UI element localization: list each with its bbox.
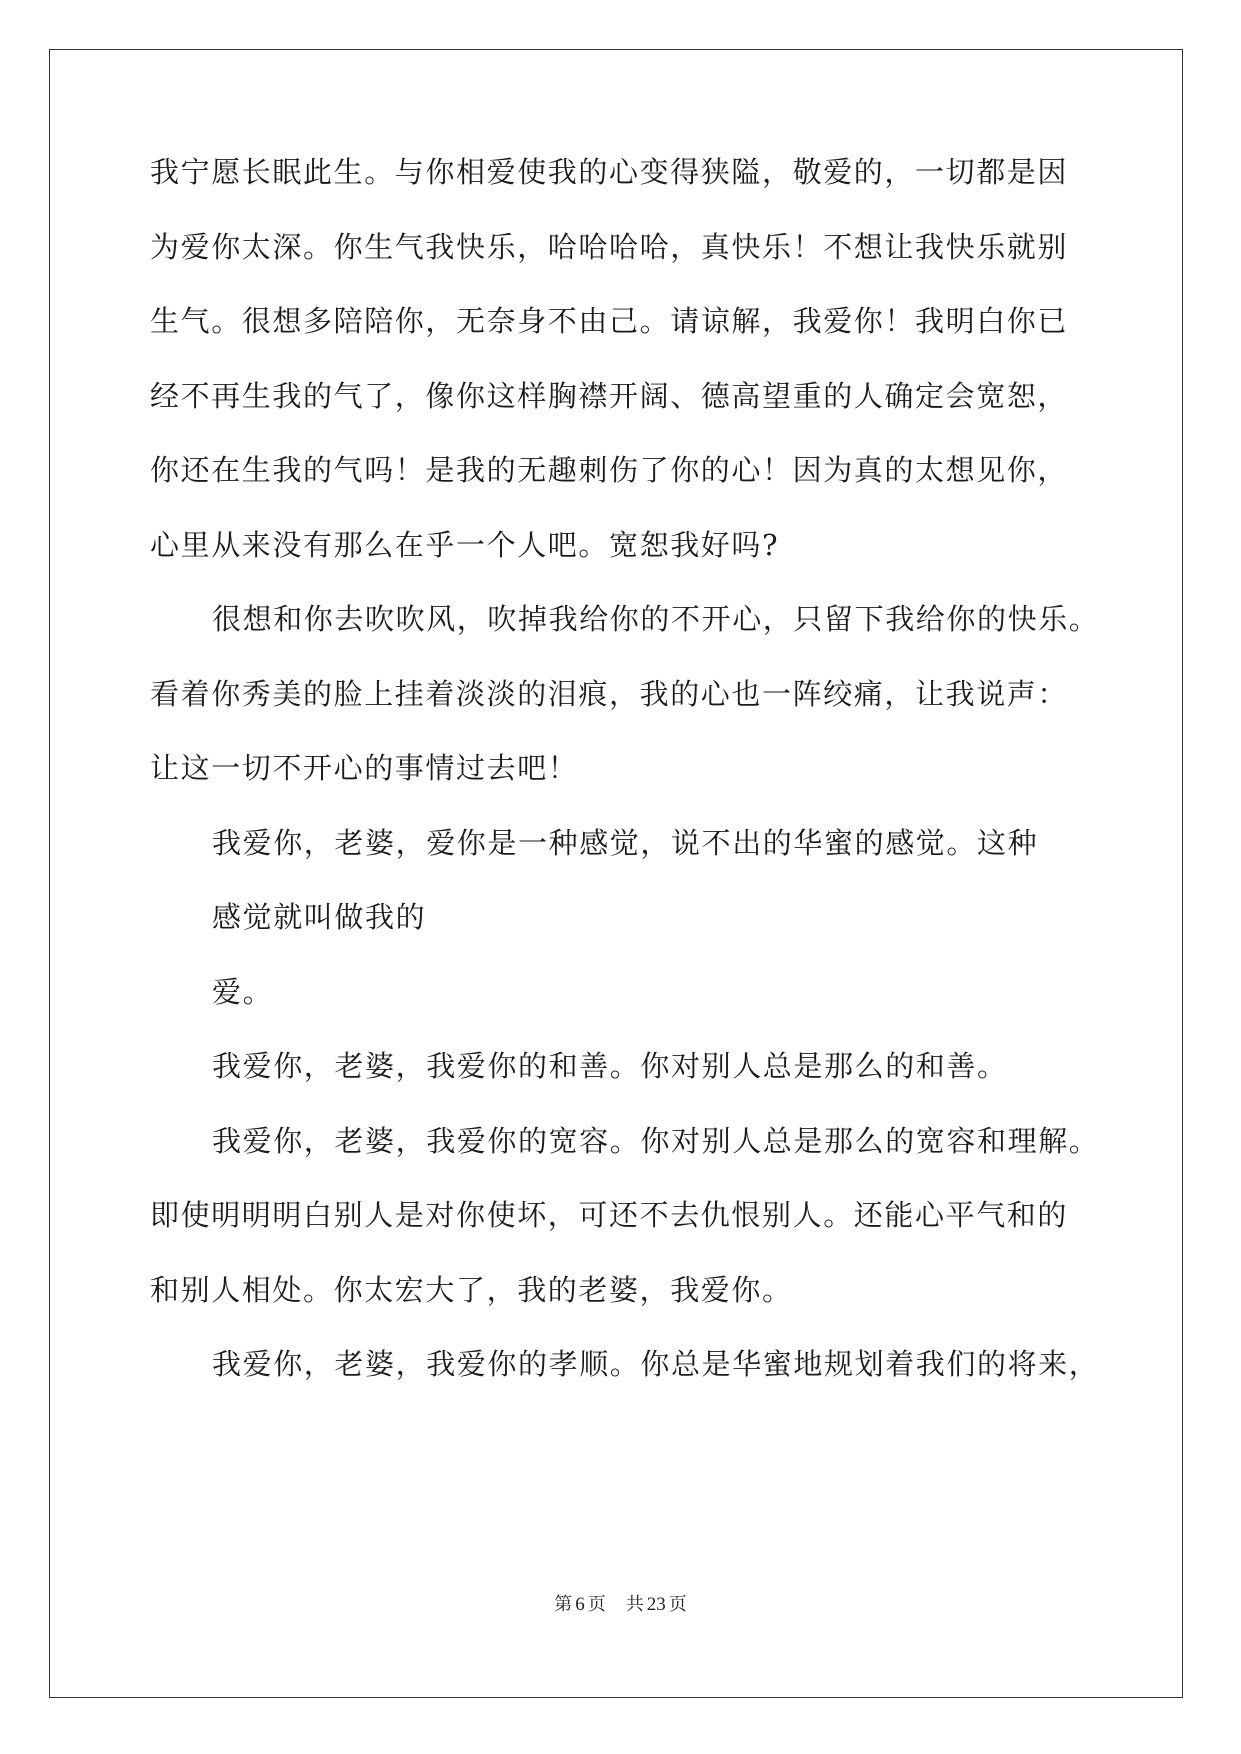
page-suffix: 页 [587, 1594, 606, 1614]
page-prefix: 第 [554, 1594, 573, 1614]
text-line: 我爱你，老婆，爱你是一种感觉，说不出的华蜜的感觉。这种 [212, 826, 1039, 860]
text-line: 让这一切不开心的事情过去吧！ [150, 751, 579, 785]
text-line: 我宁愿长眠此生。与你相爱使我的心变得狭隘，敬爱的，一切都是因 [150, 155, 1069, 189]
text-line: 爱。 [212, 975, 274, 1009]
text-line: 看着你秀美的脸上挂着淡淡的泪痕，我的心也一阵绞痛，让我说声： [150, 677, 1069, 711]
page-number: 6 [575, 1594, 585, 1615]
text-line: 很想和你去吹吹风，吹掉我给你的不开心，只留下我给你的快乐。 [212, 602, 1100, 636]
text-line: 心里从来没有那么在乎一个人吧。宽恕我好吗? [150, 528, 780, 562]
text-line: 即使明明明白别人是对你使坏，可还不去仇恨别人。还能心平气和的 [150, 1198, 1069, 1232]
text-line: 我爱你，老婆，我爱你的和善。你对别人总是那么的和善。 [212, 1049, 1008, 1083]
page-footer [0, 1590, 1241, 1616]
text-line: 生气。很想多陪陪你，无奈身不由己。请谅解，我爱你！我明白你已 [150, 304, 1069, 338]
total-suffix: 页 [668, 1594, 687, 1614]
text-line: 为爱你太深。你生气我快乐，哈哈哈哈，真快乐！不想让我快乐就别 [150, 230, 1069, 264]
text-line: 和别人相处。你太宏大了，我的老婆，我爱你。 [150, 1273, 793, 1307]
page-border [49, 49, 1183, 1698]
text-line: 我爱你，老婆，我爱你的宽容。你对别人总是那么的宽容和理解。 [212, 1124, 1100, 1158]
text-line: 经不再生我的气了，像你这样胸襟开阔、德高望重的人确定会宽恕， [150, 379, 1069, 413]
text-line: 你还在生我的气吗！是我的无趣刺伤了你的心！因为真的太想见你， [150, 453, 1069, 487]
total-pages: 23 [646, 1594, 666, 1615]
total-prefix: 共 [625, 1594, 644, 1614]
text-line: 感觉就叫做我的 [212, 900, 427, 934]
text-line: 我爱你，老婆，我爱你的孝顺。你总是华蜜地规划着我们的将来， [212, 1347, 1100, 1381]
